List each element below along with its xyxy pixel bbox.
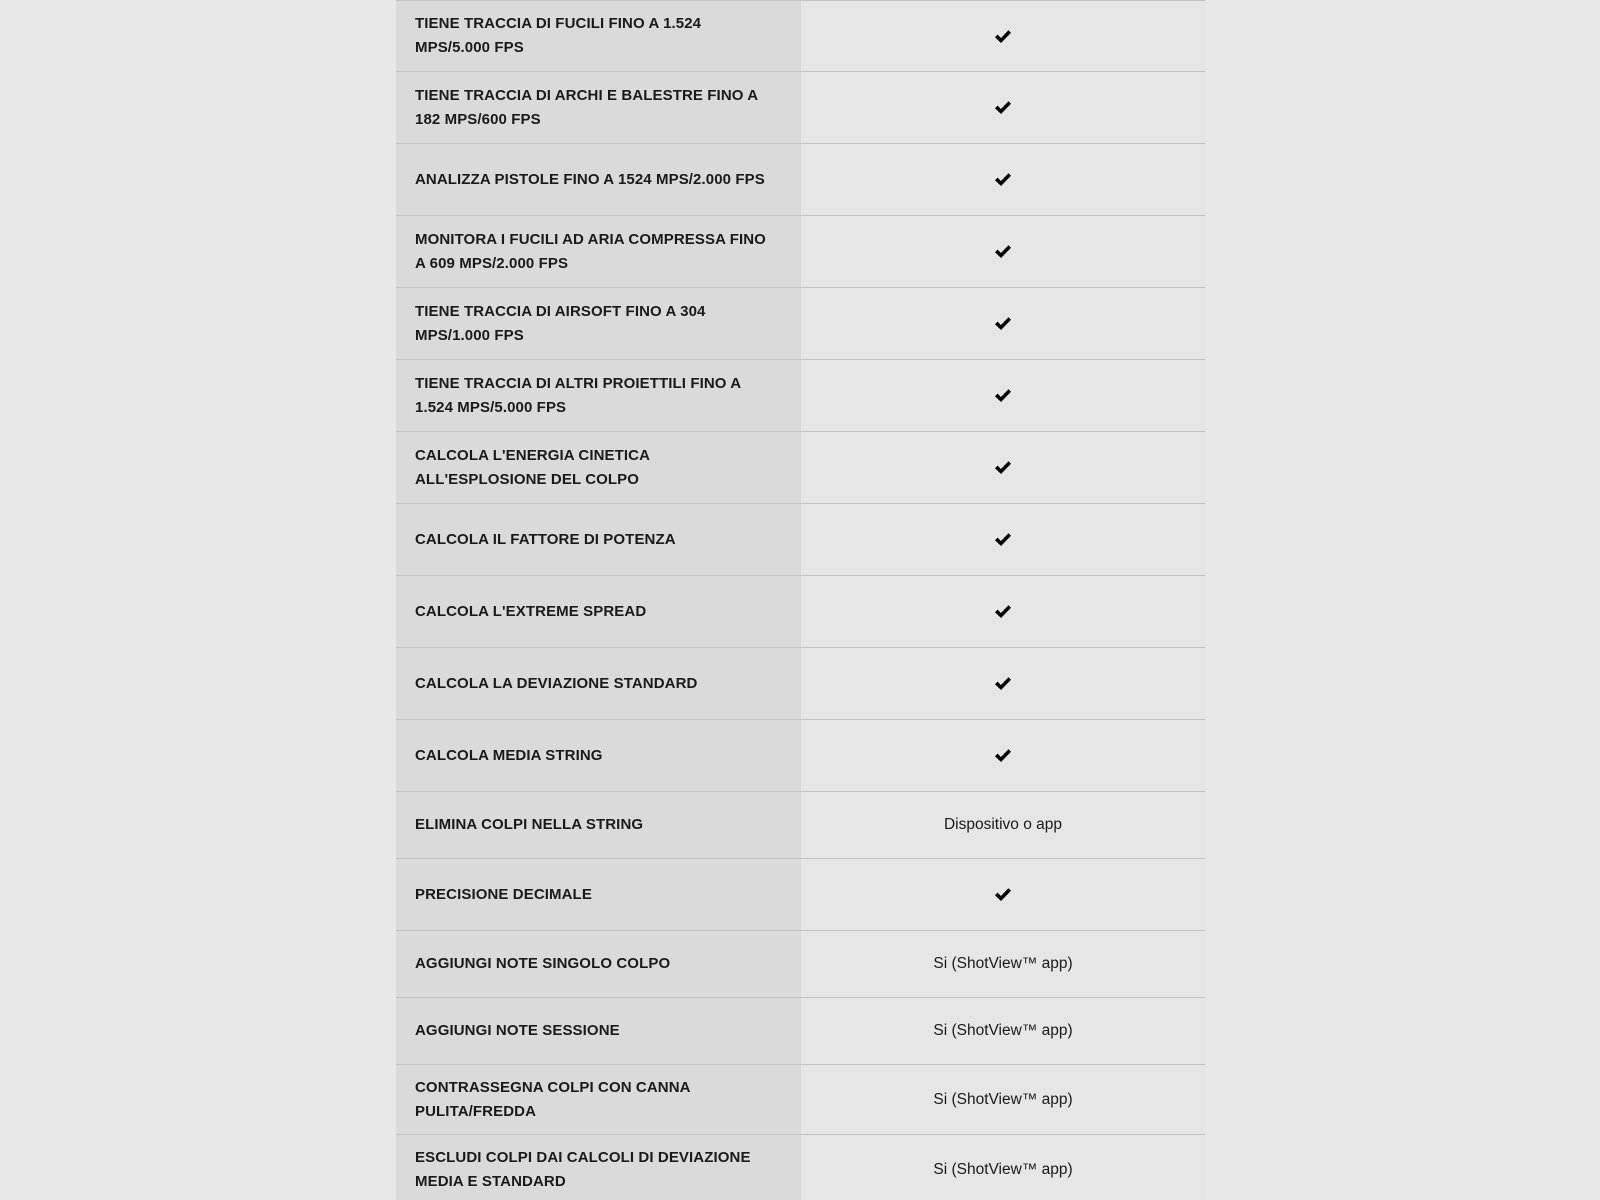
row-value (801, 432, 1205, 503)
checkmark-icon (994, 388, 1012, 403)
row-value (801, 216, 1205, 287)
table-row (396, 144, 1205, 216)
table-row (396, 0, 1205, 72)
table-row (396, 216, 1205, 288)
table-row (396, 648, 1205, 720)
row-value (801, 648, 1205, 719)
row-label: CALCOLA L'EXTREME SPREAD (396, 576, 801, 647)
row-value: Si (ShotView™ app) (801, 1065, 1205, 1134)
table-row (396, 859, 1205, 931)
row-value (801, 859, 1205, 930)
checkmark-icon (994, 748, 1012, 763)
checkmark-icon (994, 29, 1012, 44)
row-value (801, 1, 1205, 71)
row-value (801, 720, 1205, 791)
row-label: TIENE TRACCIA DI FUCILI FINO A 1.524 MPS/5.000 FPS (396, 1, 801, 71)
table-row (396, 432, 1205, 504)
row-label: CALCOLA IL FATTORE DI POTENZA (396, 504, 801, 575)
row-label: TIENE TRACCIA DI ALTRI PROIETTILI FINO A 1.524 MPS/5.000 FPS (396, 360, 801, 431)
checkmark-icon (994, 532, 1012, 547)
row-label: ELIMINA COLPI NELLA STRING (396, 792, 801, 858)
checkmark-icon (994, 316, 1012, 331)
checkmark-icon (994, 604, 1012, 619)
checkmark-icon (994, 172, 1012, 187)
table-row (396, 931, 1205, 998)
row-label: TIENE TRACCIA DI ARCHI E BALESTRE FINO A 182 MPS/600 FPS (396, 72, 801, 143)
row-value (801, 576, 1205, 647)
row-value: Si (ShotView™ app) (801, 1135, 1205, 1200)
table-row (396, 792, 1205, 859)
table-row (396, 576, 1205, 648)
row-label: CALCOLA MEDIA STRING (396, 720, 801, 791)
row-value (801, 288, 1205, 359)
row-value (801, 144, 1205, 215)
table-row (396, 1065, 1205, 1135)
row-value: Dispositivo o app (801, 792, 1205, 858)
table-row (396, 1135, 1205, 1200)
row-label: ESCLUDI COLPI DAI CALCOLI DI DEVIAZIONE MEDIA E STANDARD (396, 1135, 801, 1200)
row-label: AGGIUNGI NOTE SINGOLO COLPO (396, 931, 801, 997)
checkmark-icon (994, 100, 1012, 115)
checkmark-icon (994, 244, 1012, 259)
row-value: Si (ShotView™ app) (801, 931, 1205, 997)
row-value (801, 360, 1205, 431)
row-label: PRECISIONE DECIMALE (396, 859, 801, 930)
table-row (396, 998, 1205, 1065)
row-label: MONITORA I FUCILI AD ARIA COMPRESSA FINO A 609 MPS/2.000 FPS (396, 216, 801, 287)
table-row (396, 360, 1205, 432)
row-value: Si (ShotView™ app) (801, 998, 1205, 1064)
checkmark-icon (994, 887, 1012, 902)
row-value (801, 72, 1205, 143)
table-row (396, 288, 1205, 360)
row-label: CONTRASSEGNA COLPI CON CANNA PULITA/FREDDA (396, 1065, 801, 1134)
table-row (396, 72, 1205, 144)
row-label: AGGIUNGI NOTE SESSIONE (396, 998, 801, 1064)
row-label: CALCOLA L'ENERGIA CINETICA ALL'ESPLOSIONE DEL COLPO (396, 432, 801, 503)
table-row (396, 720, 1205, 792)
checkmark-icon (994, 676, 1012, 691)
table-row (396, 504, 1205, 576)
row-label: TIENE TRACCIA DI AIRSOFT FINO A 304 MPS/1.000 FPS (396, 288, 801, 359)
checkmark-icon (994, 460, 1012, 475)
row-label: CALCOLA LA DEVIAZIONE STANDARD (396, 648, 801, 719)
row-label: ANALIZZA PISTOLE FINO A 1524 MPS/2.000 FPS (396, 144, 801, 215)
row-value (801, 504, 1205, 575)
feature-table (396, 0, 1205, 1200)
